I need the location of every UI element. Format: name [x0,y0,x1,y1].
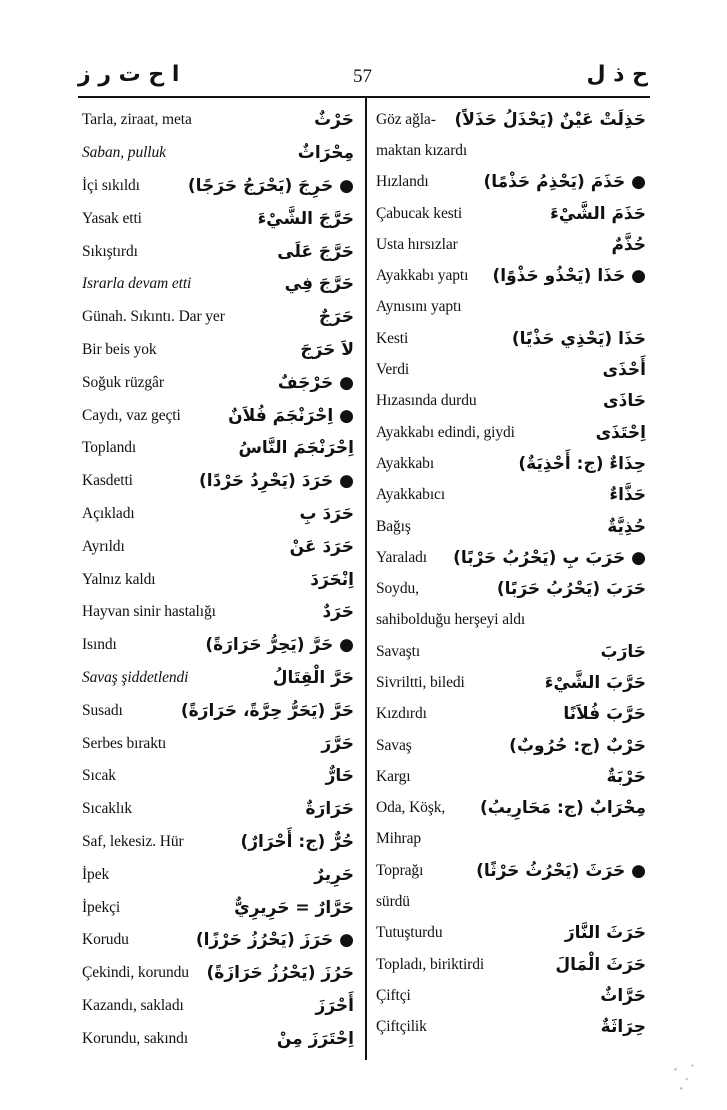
arabic-headword: حَرَدٌ [322,602,354,623]
turkish-meaning: Sıkıştırdı [82,242,138,260]
turkish-meaning: Hızlandı [376,173,429,191]
turkish-meaning: Ayakkabı yaptı [376,267,469,285]
turkish-meaning: Caydı, vaz geçti [82,406,181,424]
dictionary-entry [376,104,646,135]
dictionary-entry [376,167,646,198]
turkish-meaning: İçi sıkıldı [82,176,140,194]
turkish-meaning: Korudu [82,931,129,949]
turkish-meaning: Isındı [82,636,117,654]
turkish-meaning: Saf, lekesiz. Hür [82,832,184,850]
arabic-headword: حَرُزَ (يَحْرُزُ حَرَازَةً) [206,963,354,984]
dictionary-entry [82,104,354,137]
turkish-meaning: Ayakkabı [376,454,435,472]
dictionary-entry [376,323,646,354]
dictionary-entry [82,530,354,563]
turkish-meaning: maktan kızardı [376,141,468,159]
turkish-meaning: Kesti [376,329,409,347]
arabic-headword: حَرَّبَ فُلاَنًا [563,704,646,725]
dictionary-entry [376,761,646,792]
turkish-meaning: Tarla, ziraat, meta [82,111,192,129]
dictionary-entry [376,135,646,166]
dictionary-entry [376,980,646,1011]
turkish-meaning: Bir beis yok [82,340,157,358]
turkish-meaning: Kazandı, sakladı [82,996,184,1014]
dictionary-entry [82,334,354,367]
scan-speckle [670,1058,698,1096]
dictionary-entry [82,596,354,629]
turkish-meaning: Çiftçi [376,986,411,1004]
dictionary-entry [376,605,646,636]
arabic-headword: ● اِحْرَنْجَمَ فُلاَنٌ [228,405,354,426]
dictionary-entry [376,511,646,542]
arabic-headword: حَرْثٌ [314,110,354,131]
arabic-headword: حَرَّجَ فِي [284,274,354,295]
arabic-headword: ● حَرَزَ (يَحْرُزُ حَرْزًا) [195,930,354,951]
turkish-meaning: Korundu, sakındı [82,1029,189,1047]
turkish-meaning: Çiftçilik [376,1018,427,1036]
turkish-meaning: Sıcak [82,767,116,785]
turkish-meaning: Soğuk rüzgâr [82,373,164,391]
turkish-meaning: Ayakkabıcı [376,486,446,504]
dictionary-entry [82,498,354,531]
turkish-meaning: Ayrıldı [82,537,125,555]
dictionary-entry [376,292,646,323]
dictionary-entry [82,366,354,399]
dictionary-entry [82,826,354,859]
dictionary-entry [376,667,646,698]
arabic-headword: حَرَّجَ عَلَى [277,241,354,262]
turkish-meaning: Usta hırsızlar [376,235,458,253]
arabic-headword: حَرَثَ النَّارَ [564,923,646,944]
arabic-headword: ● حَرَّ (يَحِرُّ حَرَارَةً) [205,635,354,656]
dictionary-entry [376,573,646,604]
right-column [376,104,646,1043]
dictionary-entry [376,949,646,980]
turkish-meaning: Yalnız kaldı [82,570,156,588]
dictionary-entry [376,229,646,260]
arabic-headword: حَرَّارٌ = حَرِيرِيٌّ [234,897,354,918]
page-number: 57 [353,66,372,87]
dictionary-entry [82,662,354,695]
arabic-headword: حَرَّجَ الشَّيْءَ [257,208,354,229]
arabic-headword: حَارَبَ [600,641,646,662]
arabic-headword: اِنْحَرَدَ [310,569,354,590]
arabic-headword: حِرَاثَةٌ [600,1017,646,1038]
turkish-meaning: Çekindi, korundu [82,964,189,982]
dictionary-entry [82,137,354,170]
arabic-headword: حُذِيَّةٌ [607,516,646,537]
turkish-meaning: Sivriltti, biledi [376,673,465,691]
dictionary-entry [82,793,354,826]
arabic-headword: حَرَّبَ الشَّيْءَ [544,672,646,693]
turkish-meaning: Mihrap [376,830,422,848]
dictionary-entry [376,260,646,291]
turkish-meaning: Göz ağla- [376,110,436,128]
arabic-headword: ● حَرْجَفٌ [277,372,354,393]
arabic-headword: حَرَّ (يَحَرُّ حِرَّةً، حَرَارَةً) [180,700,354,721]
dictionary-entry [376,386,646,417]
dictionary-entry [82,727,354,760]
arabic-headword: لاَ حَرَجَ [300,339,354,360]
dictionary-entry [376,886,646,917]
dictionary-entry [376,1012,646,1043]
turkish-meaning: Aynısını yaptı [376,298,462,316]
header-right-letters: ح ذ ل [586,62,648,87]
turkish-meaning: Açıkladı [82,504,135,522]
arabic-headword: اِحْرَنْجَمَ النَّاسُ [238,438,354,459]
dictionary-entry [376,730,646,761]
arabic-headword: حَرَثَ الْمَالَ [555,954,646,975]
turkish-meaning: Serbes bıraktı [82,734,167,752]
dictionary-entry [376,855,646,886]
arabic-headword: حَرِيرٌ [314,864,354,885]
turkish-meaning: Hızasında durdu [376,392,477,410]
dictionary-entry [82,760,354,793]
dictionary-entry [376,636,646,667]
dictionary-entry [82,399,354,432]
arabic-headword: حَرَّرَ [321,733,354,754]
column-divider [365,98,367,1060]
arabic-headword: أَحْذَى [602,360,646,381]
dictionary-entry [82,235,354,268]
turkish-meaning: Topladı, biriktirdi [376,955,485,973]
turkish-meaning: Ayakkabı edindi, giydi [376,423,515,441]
turkish-meaning: Kızdırdı [376,705,427,723]
dictionary-entry [82,629,354,662]
arabic-headword: حَذَا (يَحْذِي حَذْيًا) [511,328,646,349]
turkish-meaning: Toprağı [376,861,424,879]
arabic-headword: حَرْبَةٌ [606,766,646,787]
turkish-meaning: Savaş şiddetlendi [82,668,189,686]
dictionary-entry [376,198,646,229]
turkish-meaning: Savaş [376,736,412,754]
left-column [82,104,354,1055]
turkish-meaning: Yasak etti [82,209,142,227]
dictionary-entry [82,170,354,203]
arabic-headword: حِذَاءٌ (ج: أَحْذِيَةٌ) [518,453,646,474]
dictionary-entry [376,542,646,573]
turkish-meaning: Oda, Köşk, [376,799,446,817]
arabic-headword: ● حَرَبَ بِ (يَحْرُبُ حَرْبًا) [453,547,646,568]
turkish-meaning: Soydu, [376,580,419,598]
dictionary-entry [82,563,354,596]
dictionary-entry [82,465,354,498]
page-header [78,60,648,96]
turkish-meaning: Susadı [82,701,123,719]
dictionary-entry [82,202,354,235]
arabic-headword: ● حَرِجَ (يَحْرَجُ حَرَجًا) [187,175,354,196]
dictionary-entry [376,918,646,949]
turkish-meaning: Saban, pulluk [82,144,166,162]
arabic-headword: أَحْرَزَ [315,995,354,1016]
arabic-headword: حَذِلَتْ عَيْنٌ (يَحْذَلُ حَذَلاً) [454,109,646,130]
dictionary-entry [82,268,354,301]
arabic-headword: ● حَرَثَ (يَحْرُثُ حَرْثًا) [476,860,646,881]
dictionary-entry [376,824,646,855]
dictionary-entry [376,699,646,730]
turkish-meaning: Tutuşturdu [376,924,443,942]
turkish-meaning: Çabucak kesti [376,204,463,222]
turkish-meaning: sahibolduğu herşeyi aldı [376,611,526,629]
turkish-meaning: Sıcaklık [82,800,132,818]
turkish-meaning: Yaraladı [376,548,428,566]
arabic-headword: حَرَجٌ [318,307,354,328]
arabic-headword: حَرَدَ بِ [299,503,354,524]
dictionary-entry [376,417,646,448]
turkish-meaning: Israrla devam etti [82,275,192,293]
turkish-meaning: Kasdetti [82,472,133,490]
turkish-meaning: Toplandı [82,439,137,457]
dictionary-entry [82,301,354,334]
dictionary-entry [376,793,646,824]
turkish-meaning: Günah. Sıkıntı. Dar yer [82,308,225,326]
dictionary-entry [82,990,354,1023]
dictionary-entry [82,432,354,465]
arabic-headword: حَرَبَ (يَحْرُبُ حَرَبًا) [496,579,646,600]
arabic-headword: اِحْتَرَزَ مِنْ [276,1028,354,1049]
turkish-meaning: İpek [82,865,110,883]
dictionary-entry [376,448,646,479]
dictionary-entry [376,354,646,385]
arabic-headword: حُرٌّ (ج: أَحْرَارٌ) [240,831,354,852]
dictionary-entry [82,924,354,957]
arabic-headword: حَارٌّ [325,766,354,787]
arabic-headword: اِحْتَذَى [595,422,646,443]
dictionary-entry [82,858,354,891]
dictionary-entry [82,694,354,727]
arabic-headword: حَرْبٌ (ج: حُرُوبٌ) [509,735,646,756]
turkish-meaning: Verdi [376,361,410,379]
arabic-headword: ● حَرَدَ (يَحْرِدُ حَرْدًا) [199,471,354,492]
dictionary-entry [82,957,354,990]
arabic-headword: مِحْرَابٌ (ج: مَحَارِيبُ) [479,798,646,819]
arabic-headword: حَذَّاءٌ [609,485,646,506]
arabic-headword: حَرَّ الْقِتَالُ [272,667,354,688]
turkish-meaning: sürdü [376,893,410,911]
arabic-headword: حَذَمَ الشَّيْءَ [550,203,646,224]
turkish-meaning: Hayvan sinir hastalığı [82,603,216,621]
arabic-headword: حَاذَى [603,391,646,412]
arabic-headword: حَرَّاثٌ [600,985,646,1006]
arabic-headword: ● حَذَا (يَحْذُو حَذْوًا) [492,266,646,287]
turkish-meaning: Kargı [376,767,411,785]
arabic-headword: ● حَذَمَ (يَحْذِمُ حَذْمًا) [483,172,646,193]
dictionary-entry [376,480,646,511]
arabic-headword: حُذَّمٌ [611,234,646,255]
arabic-headword: حَرَارَةٌ [305,799,354,820]
header-left-letters: ا ح ت ر ز [78,62,180,87]
arabic-headword: حَرَدَ عَنْ [289,536,354,557]
header-rule [78,96,650,98]
arabic-headword: مِحْرَاثٌ [297,143,354,164]
turkish-meaning: Savaştı [376,642,421,660]
turkish-meaning: Bağış [376,517,411,535]
dictionary-entry [82,891,354,924]
turkish-meaning: İpekçi [82,898,121,916]
dictionary-entry [82,1022,354,1055]
